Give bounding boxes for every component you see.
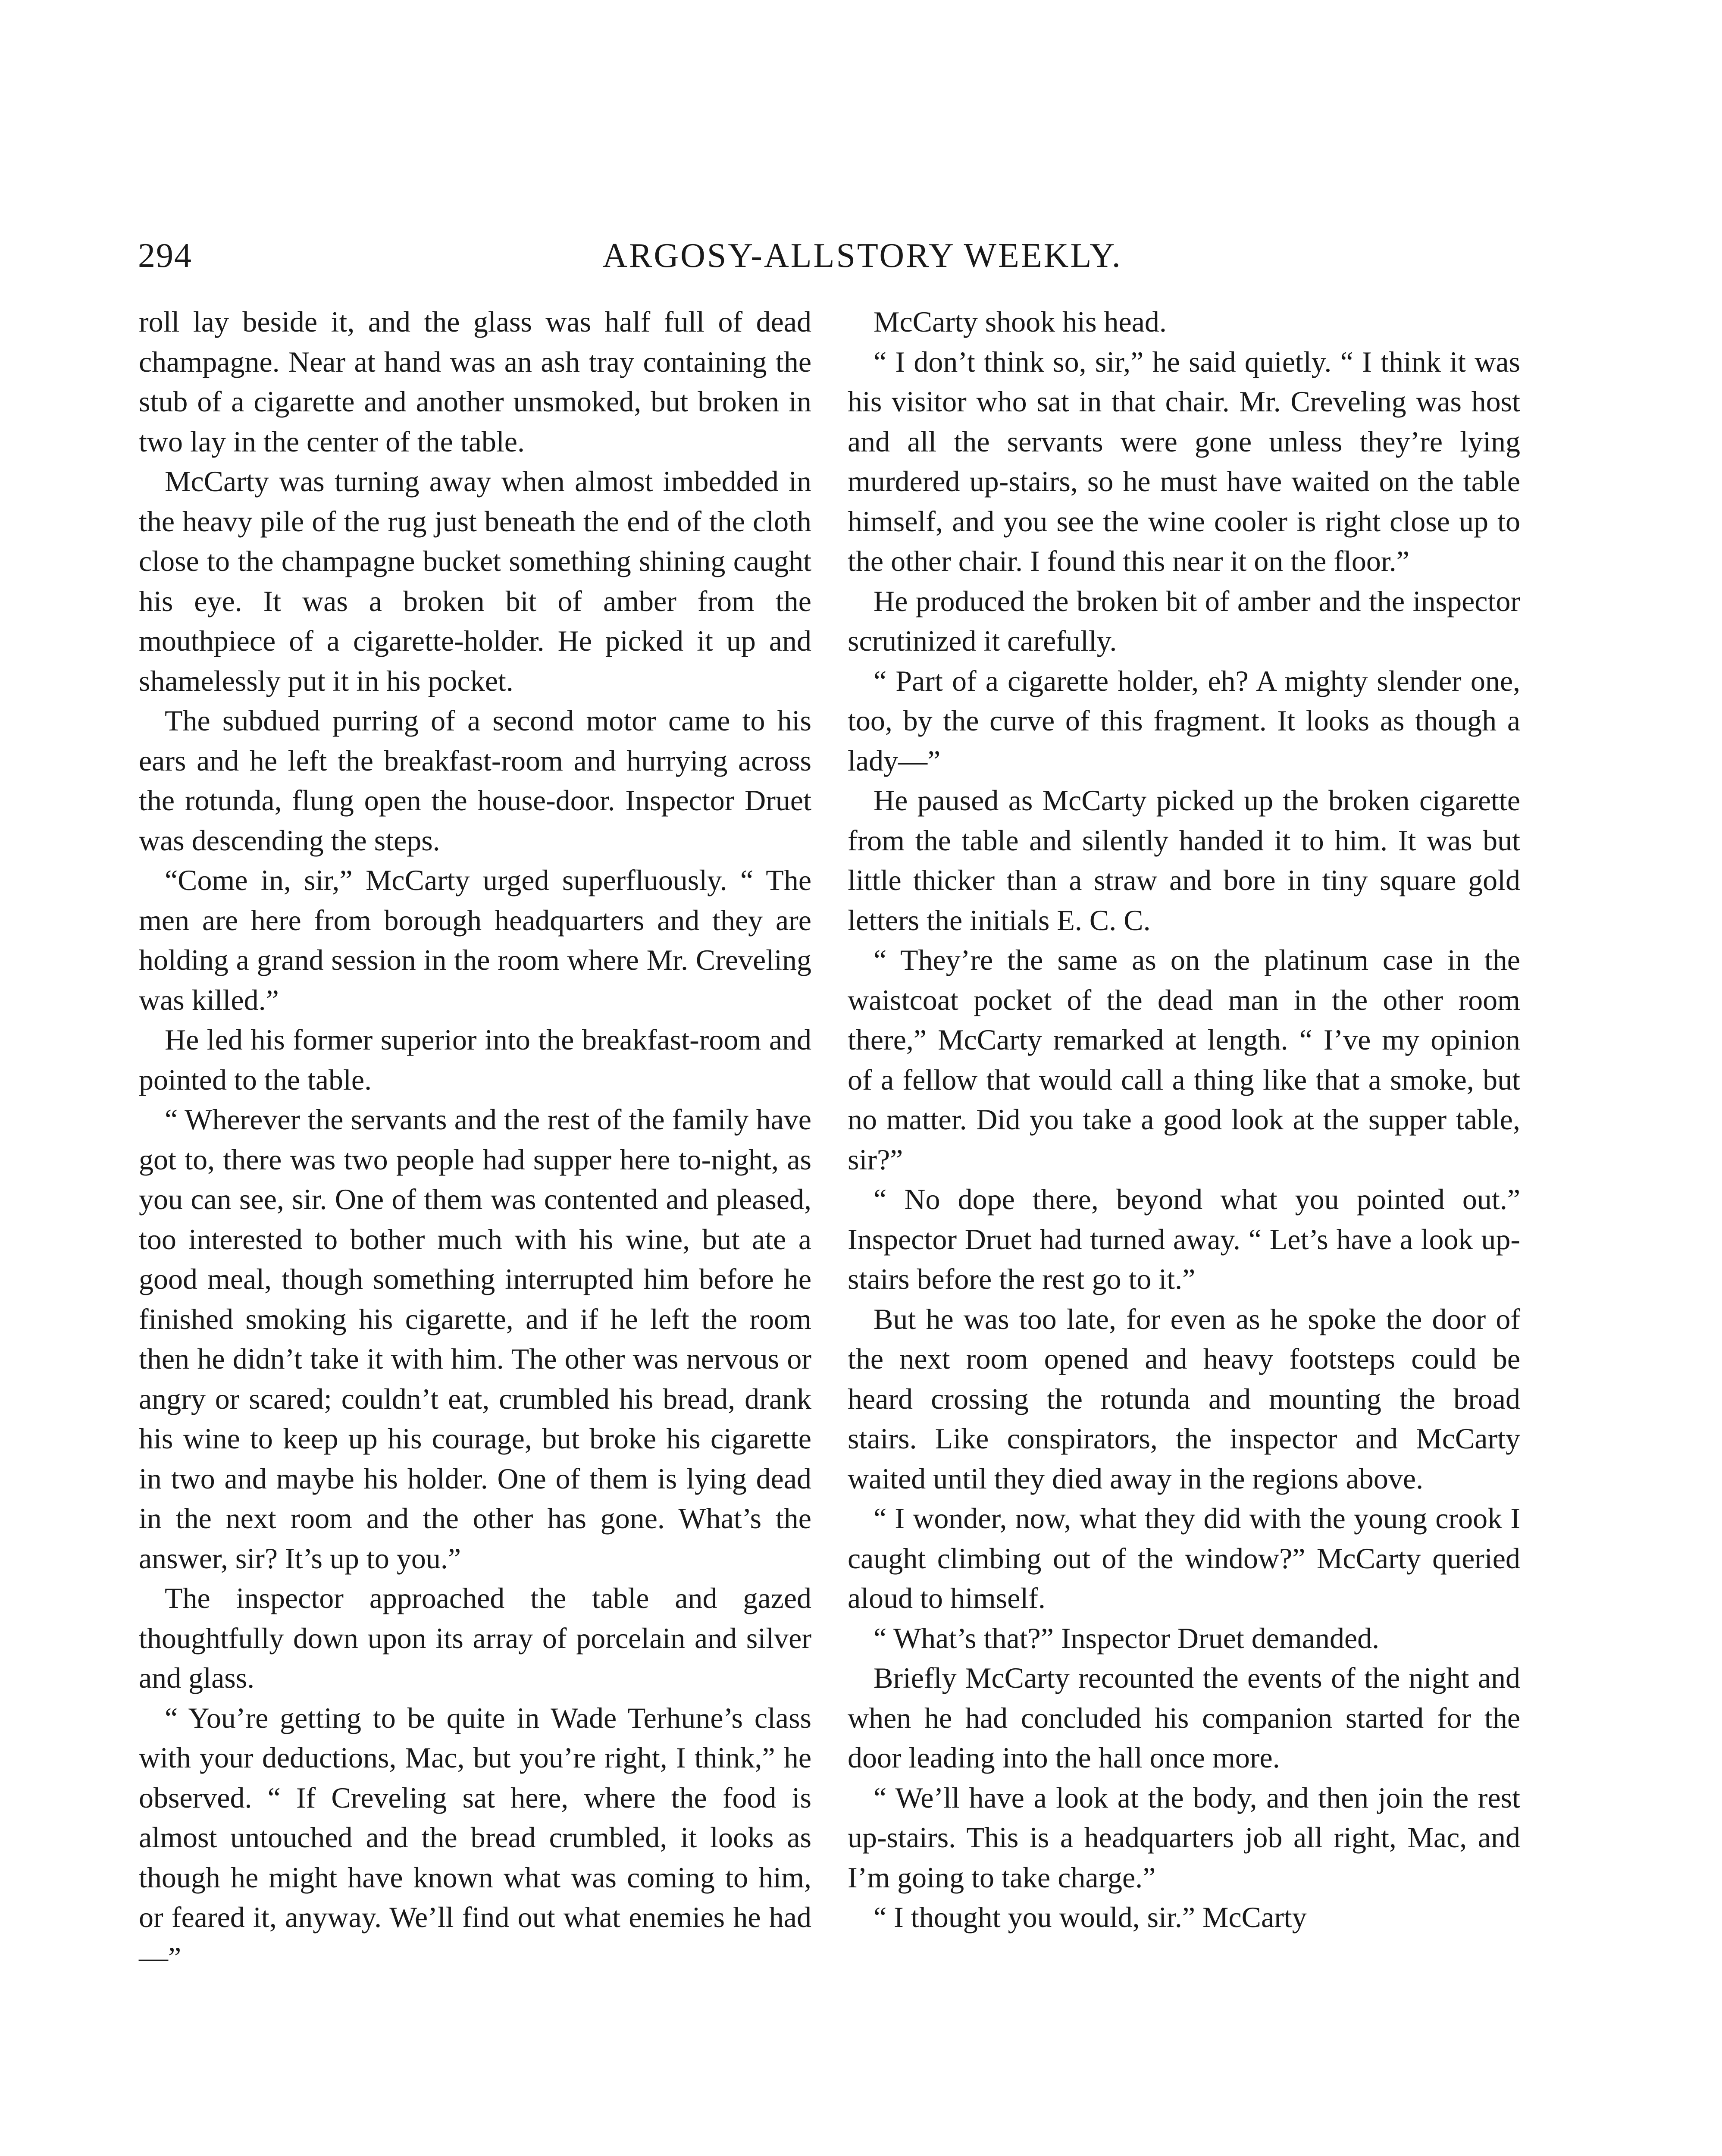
page-number: 294 bbox=[138, 237, 192, 275]
paragraph: roll lay beside it, and the glass was half full of dead champagne. Near at hand was an ash tray containing the stub of a cigarette and another unsmoked, but broken in two lay in the center of the table. bbox=[139, 305, 811, 458]
paragraph: He paused as McCarty picked up the broken cigarette from the table and silently handed it to him. It was but little thicker than a straw and bore in tiny square gold letters the initials E. C. C. bbox=[848, 784, 1520, 937]
paragraph: McCarty shook his head. bbox=[874, 305, 1167, 338]
right-column bbox=[848, 302, 1520, 1937]
paragraph: “ We’ll have a look at the body, and then join the rest up-stairs. This is a headquarters job all right, Mac, and I’m going to take charge.” bbox=[848, 1781, 1520, 1894]
paragraph: “ They’re the same as on the platinum case in the waistcoat pocket of the dead man in the other room there,” McCarty remarked at length. “ I’ve my opinion of a fellow that would call a thing like that a smoke, but no matter. Did you take a good look at the supper table, sir?” bbox=[848, 943, 1520, 1176]
page-header bbox=[138, 236, 1535, 284]
paragraph: “ I thought you would, sir.” McCarty bbox=[874, 1901, 1307, 1934]
paragraph: “Come in, sir,” McCarty urged superfluously. “ The men are here from borough headquarters and they are holding a grand session in the room where Mr. Creveling was killed.” bbox=[139, 864, 811, 1016]
running-head: ARGOSY-ALLSTORY WEEKLY. bbox=[602, 237, 1122, 275]
paragraph: “ You’re getting to be quite in Wade Terhune’s class with your deductions, Mac, but you’re right, I think,” he observed. “ If Creveling sat here, where the food is almost untouched and the bread crumbled, it looks as though he might have known what was coming to him, or feared it, anyway. We’ll find out what enemies he had—” bbox=[139, 1701, 811, 1974]
paragraph: Briefly McCarty recounted the events of the night and when he had concluded his companion started for the door leading into the hall once more. bbox=[848, 1661, 1520, 1774]
paragraph: He produced the broken bit of amber and the inspector scrutinized it carefully. bbox=[848, 584, 1520, 657]
paragraph: The inspector approached the table and gazed thoughtfully down upon its array of porcelain and silver and glass. bbox=[139, 1582, 811, 1694]
paragraph: McCarty was turning away when almost imbedded in the heavy pile of the rug just beneath the end of the cloth close to the champagne bucket something shining caught his eye. It was a broken bit of amber from the mouthpiece of a cigarette-holder. He picked it up and shamelessly put it in his pocket. bbox=[139, 465, 811, 697]
paragraph: “ What’s that?” Inspector Druet demanded. bbox=[874, 1621, 1380, 1655]
paragraph: “ I wonder, now, what they did with the young crook I caught climbing out of the window?” McCarty queried aloud to himself. bbox=[848, 1502, 1520, 1614]
paragraph: “ No dope there, beyond what you pointed out.” Inspector Druet had turned away. “ Let’s have a look up-stairs before the rest go to it.” bbox=[848, 1183, 1520, 1295]
paragraph: “ Part of a cigarette holder, eh? A mighty slender one, too, by the curve of this fragment. It looks as though a lady—” bbox=[848, 664, 1520, 777]
paragraph: He led his former superior into the breakfast-room and pointed to the table. bbox=[139, 1023, 811, 1096]
paragraph: “ I don’t think so, sir,” he said quietly. “ I think it was his visitor who sat in that chair. Mr. Creveling was host and all the servants were gone unless they’re lying murdered up-stairs, so he must have waited on the table himself, and you see the wine cooler is right close up to the other chair. I found this near it on the floor.” bbox=[848, 345, 1520, 577]
left-column bbox=[139, 302, 811, 1977]
paragraph: But he was too late, for even as he spoke the door of the next room opened and heavy footsteps could be heard crossing the rotunda and mounting the broad stairs. Like conspirators, the inspector and McCarty waited until they died away in the regions above. bbox=[848, 1302, 1520, 1495]
paragraph: The subdued purring of a second motor came to his ears and he left the breakfast-room and hurrying across the rotunda, flung open the house-door. Inspector Druet was descending the steps. bbox=[139, 704, 811, 857]
paragraph: “ Wherever the servants and the rest of the family have got to, there was two people had supper here to-night, as you can see, sir. One of them was contented and pleased, too interested to bother much with his wine, but ate a good meal, though something interrupted him before he finished smoking his cigarette, and if he left the room then he didn’t take it with him. The other was nervous or angry or scared; couldn’t eat, crumbled his bread, drank his wine to keep up his courage, but broke his cigarette in two and maybe his holder. One of them is lying dead in the next room and the other has gone. What’s the answer, sir? It’s up to you.” bbox=[139, 1103, 811, 1575]
